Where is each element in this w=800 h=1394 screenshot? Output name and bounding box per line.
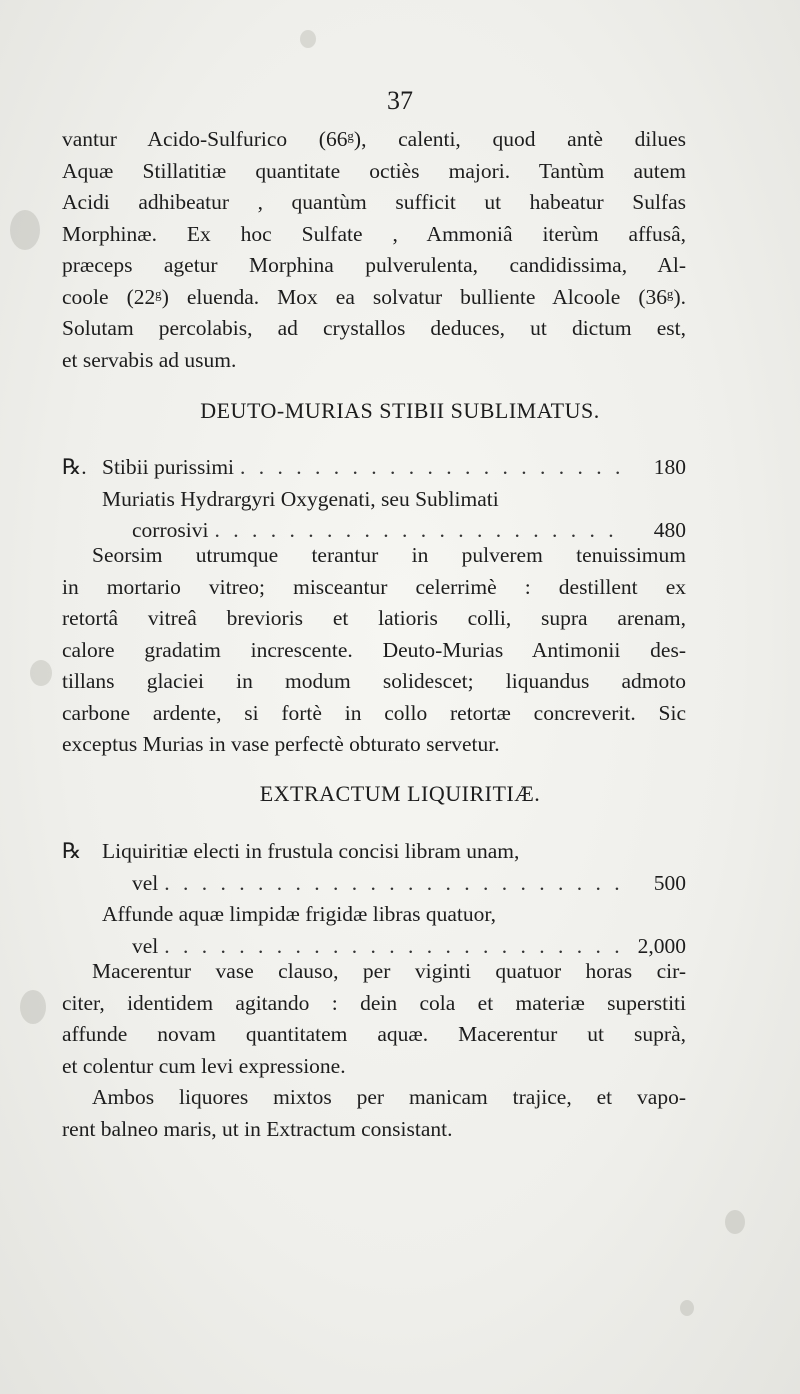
stain-spot [680, 1300, 694, 1316]
text-line: tillans glaciei in modum solidescet; liquandus admoto [62, 669, 686, 693]
ingredient-row [62, 868, 686, 900]
ingredient-name: corrosivi [132, 518, 209, 542]
text-line: in mortario vitreo; misceantur celerrimè : destillent ex [62, 574, 686, 599]
ingredient-row [62, 899, 686, 931]
text-line: affunde novam quantitatem aquæ. Macerentur ut suprà, [62, 1022, 686, 1046]
text-line: Aquæ Stillatitiæ quantitate octiès majori. Tantùm autem [62, 158, 686, 183]
stain-spot [30, 660, 52, 686]
text-line: Macerentur vase clauso, per viginti quatuor horas cir- [92, 959, 686, 983]
text-line: præceps agetur Morphina pulverulenta, candidissima, Al- [62, 253, 686, 277]
leader-dots [164, 868, 620, 900]
stain-spot [725, 1210, 745, 1234]
text-line: rent balneo maris, ut in Extractum consistant. [62, 1116, 453, 1141]
text-line: Morphinæ. Ex hoc Sulfate , Ammoniâ iterùm affusâ, [62, 221, 686, 246]
text-line: citer, identidem agitando : dein cola et materiæ superstiti [62, 990, 686, 1015]
ingredient-row [62, 836, 686, 868]
ingredient-quantity: 500 [653, 870, 686, 895]
ingredient-row [62, 484, 686, 516]
paragraph-deuto-murias-method [62, 540, 686, 761]
text-line: Acidi adhibeatur , quantùm sufficit ut habeatur Sulfas [62, 190, 686, 214]
stain-spot [10, 210, 40, 250]
page-number: 37 [387, 86, 413, 115]
text-line: calore gradatim increscente. Deuto-Murias Antimonii des- [62, 637, 686, 662]
leader-dots [240, 452, 620, 484]
text-line: exceptus Murias in vase perfectè obturato servetur. [62, 732, 500, 756]
text-line: vantur Acido-Sulfurico (66ᵍ), calenti, quod antè dilues [62, 127, 686, 151]
ingredient-name: Affunde aquæ limpidæ frigidæ libras quatuor, [102, 902, 497, 926]
ingredient-quantity: 180 [653, 455, 686, 479]
ingredient-row [62, 452, 686, 484]
recipe-deuto-murias [62, 452, 686, 547]
text-line: Ambos liquores mixtos per manicam trajice, et vapo- [92, 1085, 686, 1109]
ingredient-name: Muriatis Hydrargyri Oxygenati, seu Sublimati [102, 486, 499, 511]
text-line: et colentur cum levi expressione. [62, 1053, 346, 1078]
text-line: carbone ardente, si fortè in collo retortæ concreverit. Sic [62, 700, 686, 725]
text-line: et servabis ad usum. [62, 347, 237, 372]
recipe-symbol: ℞ [62, 839, 82, 863]
section-heading-extractum: EXTRACTUM LIQUIRITIÆ. [259, 781, 541, 806]
ingredient-alt: vel [132, 933, 159, 958]
stain-spot [20, 990, 46, 1024]
ingredient-quantity: 2,000 [637, 933, 686, 958]
stain-spot [300, 30, 316, 48]
paragraph-extractum-method [62, 956, 686, 1145]
ingredient-name: Liquiritiæ electi in frustula concisi libram unam, [102, 839, 520, 863]
text-line: coole (22ᵍ) eluenda. Mox ea solvatur bulliente Alcoole (36ᵍ). [62, 284, 686, 309]
section-heading-deuto-murias: DEUTO-MURIAS STIBII SUBLIMATUS. [200, 398, 600, 423]
paragraph-morphina-end [62, 124, 686, 376]
ingredient-name: Stibii purissimi [102, 455, 235, 479]
ingredient-quantity: 480 [653, 518, 686, 542]
text-line: retortâ vitreâ brevioris et latioris colli, supra arenam, [62, 606, 686, 630]
text-line: Solutam percolabis, ad crystallos deduces, ut dictum est, [62, 316, 686, 340]
text-line: Seorsim utrumque terantur in pulverem tenuissimum [92, 543, 686, 567]
ingredient-alt: vel [132, 870, 159, 895]
recipe-symbol: ℞. [62, 455, 87, 479]
recipe-extractum [62, 836, 686, 962]
